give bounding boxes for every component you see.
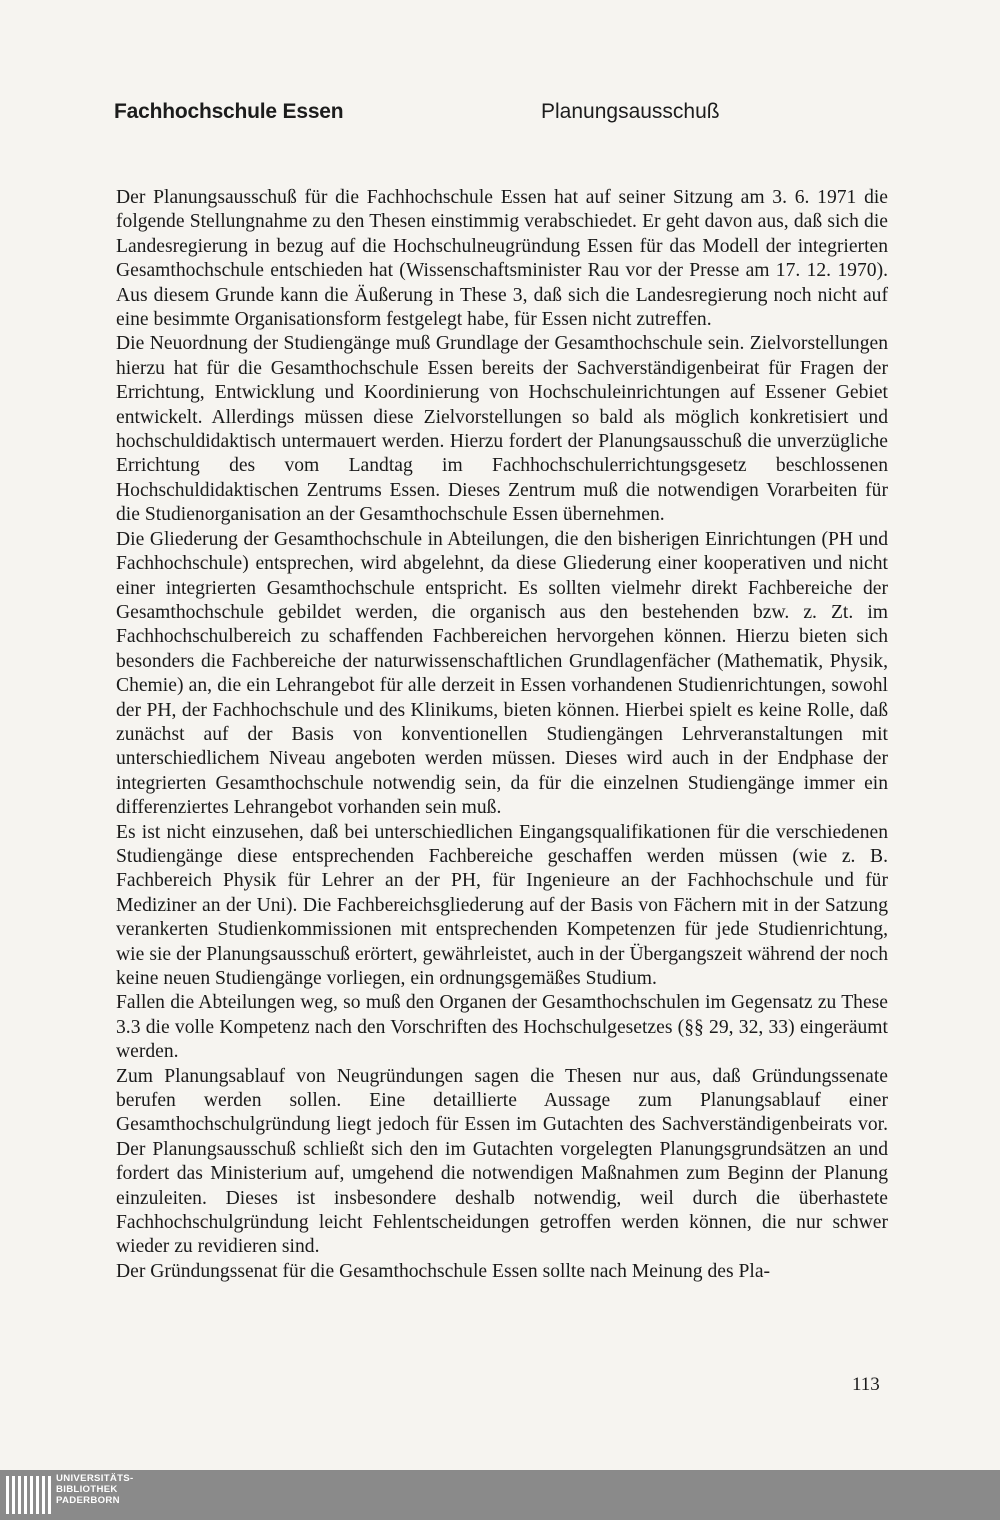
paragraph: Der Planungsausschuß für die Fachhochschule Essen hat auf seiner Sitzung am 3. 6. 1971 die folgende Stellungnahme zu den Thesen einstimmig verabschiedet. Er geht davon aus, daß sich die Landesregierung in bezug auf die Hochschulneugründung Essen für das Modell der integrierten Gesamthochschule entschieden hat (Wissenschaftsminister Rau vor der Presse am 17. 12. 1970). Aus diesem Grunde kann die Äußerung in These 3, daß sich die Landesregierung noch nicht auf eine besimmte Organisationsform festgelegt habe, für Essen nicht zutreffen. — [116, 187, 888, 331]
library-barcode-logo-icon — [4, 1472, 54, 1518]
library-name-line: UNIVERSITÄTS- — [56, 1473, 134, 1484]
page-number: 113 — [852, 1374, 880, 1395]
paragraph: Es ist nicht einzusehen, daß bei unterschiedlichen Eingangsqualifikationen für die verschiedenen Studiengänge diese entsprechenden Fachbereiche geschaffen werden müssen (wie z. B. Fachbereich Physik für Lehrer an der PH, für Ingenieure an der Fachhochschule und für Mediziner an der Uni). Die Fachbereichsgliederung auf der Basis von Fächern mit in der Satzung verankerten Studienkommissionen mit entsprechenden Kompetenzen für jede Studienrichtung, wie sie der Planungsausschuß erörtert, gewährleistet, auch in der Übergangszeit während der noch keine neuen Studiengänge vorliegen, ein ordnungsgemäßes Studium. — [116, 821, 888, 989]
library-name-line: BIBLIOTHEK — [56, 1484, 118, 1495]
paragraph: Die Neuordnung der Studiengänge muß Grundlage der Gesamthochschule sein. Zielvorstellungen hierzu hat für die Gesamthochschule Essen bereits der Sachverständigenbeirat für Fragen der Errichtung, Entwicklung und Koordinierung von Hochschuleinrichtungen auf Essener Gebiet entwickelt. Allerdings müssen diese Zielvorstellungen so bald als möglich konkretisiert und hochschuldidaktisch untermauert werden. Hierzu fordert der Planungsausschuß die unverzügliche Errichtung des vom Landtag im Fachhochschulerrichtungsgesetz beschlossenen Hochschuldidaktischen Zentrums Essen. Dieses Zentrum muß die notwendigen Vorarbeiten für die Studienorganisation an der Gesamthochschule Essen übernehmen. — [116, 333, 888, 526]
library-name-line: PADERBORN — [56, 1495, 120, 1506]
paragraph: Fallen die Abteilungen weg, so muß den Organen der Gesamthochschulen im Gegensatz zu These 3.3 die volle Kompetenz nach den Vorschriften des Hochschulgesetzes (§§ 29, 32, 33) eingeräumt werden. — [116, 992, 888, 1063]
footer-bar — [0, 1470, 1000, 1520]
paragraph: Der Gründungssenat für die Gesamthochschule Essen sollte nach Meinung des Pla- — [116, 1260, 771, 1282]
paragraph: Zum Planungsablauf von Neugründungen sagen die Thesen nur aus, daß Gründungssenate berufen werden sollen. Eine detaillierte Aussage zum Planungsablauf einer Gesamthochschulgründung liegt jedoch für Essen im Gutachten des Sachverständigenbeirats vor. Der Planungsausschuß schließt sich den im Gutachten vorgelegten Planungsgrundsätzen an und fordert das Ministerium auf, umgehend die notwendigen Maßnahmen zum Beginn der Planung einzuleiten. Dieses ist insbesondere deshalb notwendig, weil durch die überhastete Fachhochschulgründung leicht Fehlentscheidungen getroffen werden können, die nur schwer wieder zu revidieren sind. — [116, 1065, 888, 1258]
body-text — [116, 186, 888, 1284]
header-institution: Fachhochschule Essen — [114, 100, 344, 123]
paragraph: Die Gliederung der Gesamthochschule in Abteilungen, die den bisherigen Einrichtungen (PH und Fachhochschule) entsprechen, wird abgelehnt, da diese Gliederung einer kooperativen und nicht einer integrierten Gesamthochschule entspricht. Es sollten vielmehr direkt Fachbereiche der Gesamthochschule gebildet werden, die organisch aus den bestehenden bzw. z. Zt. im Fachhochschulbereich zu schaffenden Fachbereichen hervorgehen können. Hierzu bieten sich besonders die Fachbereiche der naturwissenschaftlichen Grundlagenfächer (Mathematik, Physik, Chemie) an, die ein Lehrangebot für alle derzeit in Essen vorhandenen Studienrichtungen, sowohl der PH, der Fachhochschule und des Klinikums, bieten können. Hierbei spielt es keine Rolle, daß zunächst auf der Basis von konventionellen Studiengängen Lehrveranstaltungen mit unterschiedlichem Niveau angeboten werden müssen. Dieses wird auch in der Endphase der integrierten Gesamthochschule notwendig sein, da für die einzelnen Studiengänge immer ein differenziertes Lehrangebot vorhanden sein muß. — [116, 528, 888, 819]
header-committee: Planungsausschuß — [541, 100, 720, 123]
library-name — [56, 1473, 133, 1506]
